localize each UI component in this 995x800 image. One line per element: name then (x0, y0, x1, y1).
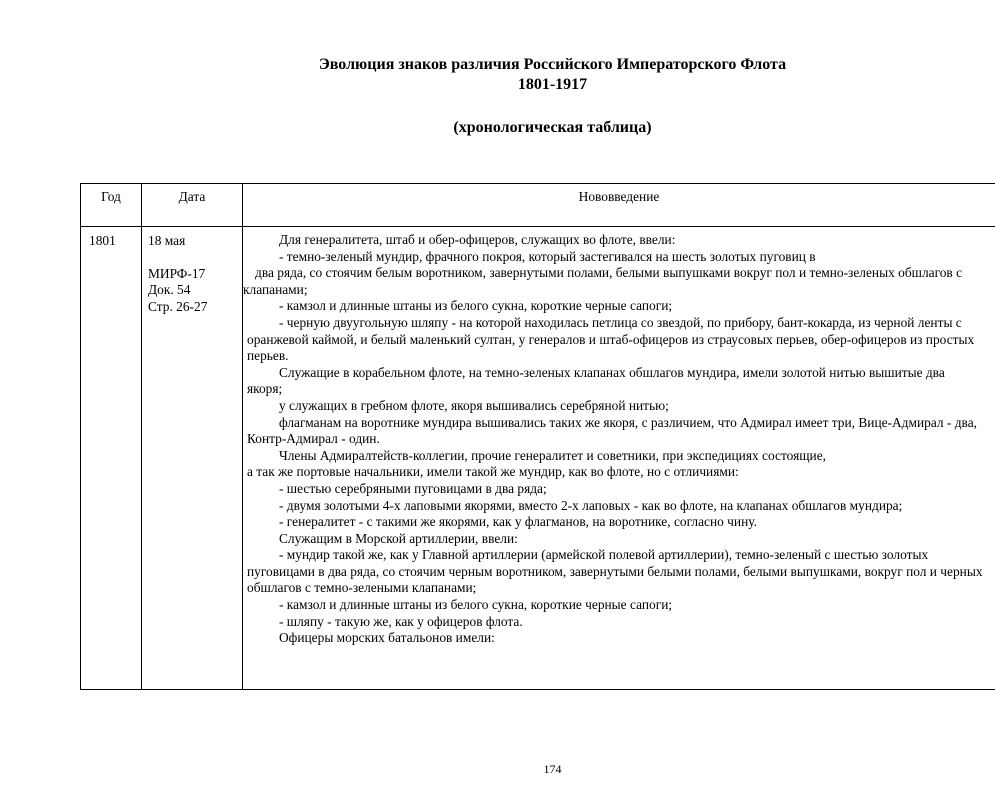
paragraph: Для генералитета, штаб и обер-офицеров, служащих во флоте, ввели: (279, 232, 676, 247)
cell-year: 1801 (81, 227, 142, 690)
paragraph: два ряда, со стоячим белым воротником, завернутыми полами, белыми выпушками вокруг пол и темно-зеленых обшлагов с клапанами; (243, 265, 963, 297)
paragraph: Офицеры морских батальонов имели: (279, 630, 495, 646)
table-header-row (81, 184, 995, 227)
paragraph: - мундир такой же, как у Главной артиллерии (армейской полевой артиллерии), темно-зеленый с шестью золотых пуговицами в два ряда, со стоячим черным воротником, завернутыми белыми полами, белыми выпушками, вокруг пол и черных обшлагов с темно-зелеными клапанами; (247, 547, 983, 596)
paragraph: - шестью серебряными пуговицами в два ряда; (279, 480, 547, 496)
paragraph: - генералитет - с такими же якорями, как у флагманов, на воротнике, согласно чину. (279, 514, 757, 530)
source-pages: Стр. 26-27 (148, 298, 208, 314)
page-number: 174 (543, 762, 562, 776)
paragraph: у служащих в гребном флоте, якоря вышивались серебряной нитью; (279, 397, 669, 413)
paragraph: Служащим в Морской артиллерии, ввели: (279, 530, 518, 546)
cell-innovation (243, 227, 995, 690)
source-doc: Док. 54 (148, 282, 191, 298)
date-value: 18 мая (148, 233, 186, 248)
header-date: Дата (142, 184, 243, 227)
header-year: Год (81, 184, 142, 227)
paragraph: - черную двуугольную шляпу - на которой находилась петлица со звездой, по прибору, бант-кокарда, из черной ленты с оранжевой каймой, и белый маленький султан, у генералов и штаб-офицеров из страусовых перьев, обер-офицеров из простых перьев. (247, 314, 975, 364)
header-innovation: Нововведение (243, 184, 995, 227)
paragraph: Служащие в корабельном флоте, на темно-зеленых клапанах обшлагов мундира, имели золотой нитью вышитые два якоря; (247, 364, 945, 397)
paragraph: флагманам на воротнике мундира вышивались таких же якоря, с различием, что Адмирал имеет три, Вице-Адмирал - два, Контр-Адмирал - один. (247, 414, 977, 447)
document-title: Эволюция знаков различия Российского Императорского Флота (318, 56, 787, 73)
paragraph: - шляпу - такую же, как у офицеров флота. (279, 613, 523, 629)
chronology-table (80, 183, 995, 690)
paragraph: - камзол и длинные штаны из белого сукна, короткие черные сапоги; (279, 597, 673, 613)
document-subtitle: (хронологическая таблица) (453, 119, 652, 136)
source-ref: МИРФ-17 (148, 265, 206, 281)
document-years: 1801-1917 (517, 76, 588, 93)
paragraph: - двумя золотыми 4-х лаповыми якорями, вместо 2-х лаповых - как во флоте, на клапанах обшлагов мундира; (279, 497, 903, 513)
paragraph: а так же портовые начальники, имели такой же мундир, как во флоте, но с отличиями: (247, 464, 739, 480)
table-row (81, 227, 995, 690)
paragraph: Члены Адмиралтейств-коллегии, прочие генералитет и советники, при экспедициях состоящие, (279, 447, 827, 463)
paragraph: - камзол и длинные штаны из белого сукна, короткие черные сапоги; (279, 298, 673, 314)
paragraph: - темно-зеленый мундир, фрачного покроя, который застегивался на шесть золотых пуговиц в (279, 248, 816, 264)
cell-date (142, 227, 243, 690)
